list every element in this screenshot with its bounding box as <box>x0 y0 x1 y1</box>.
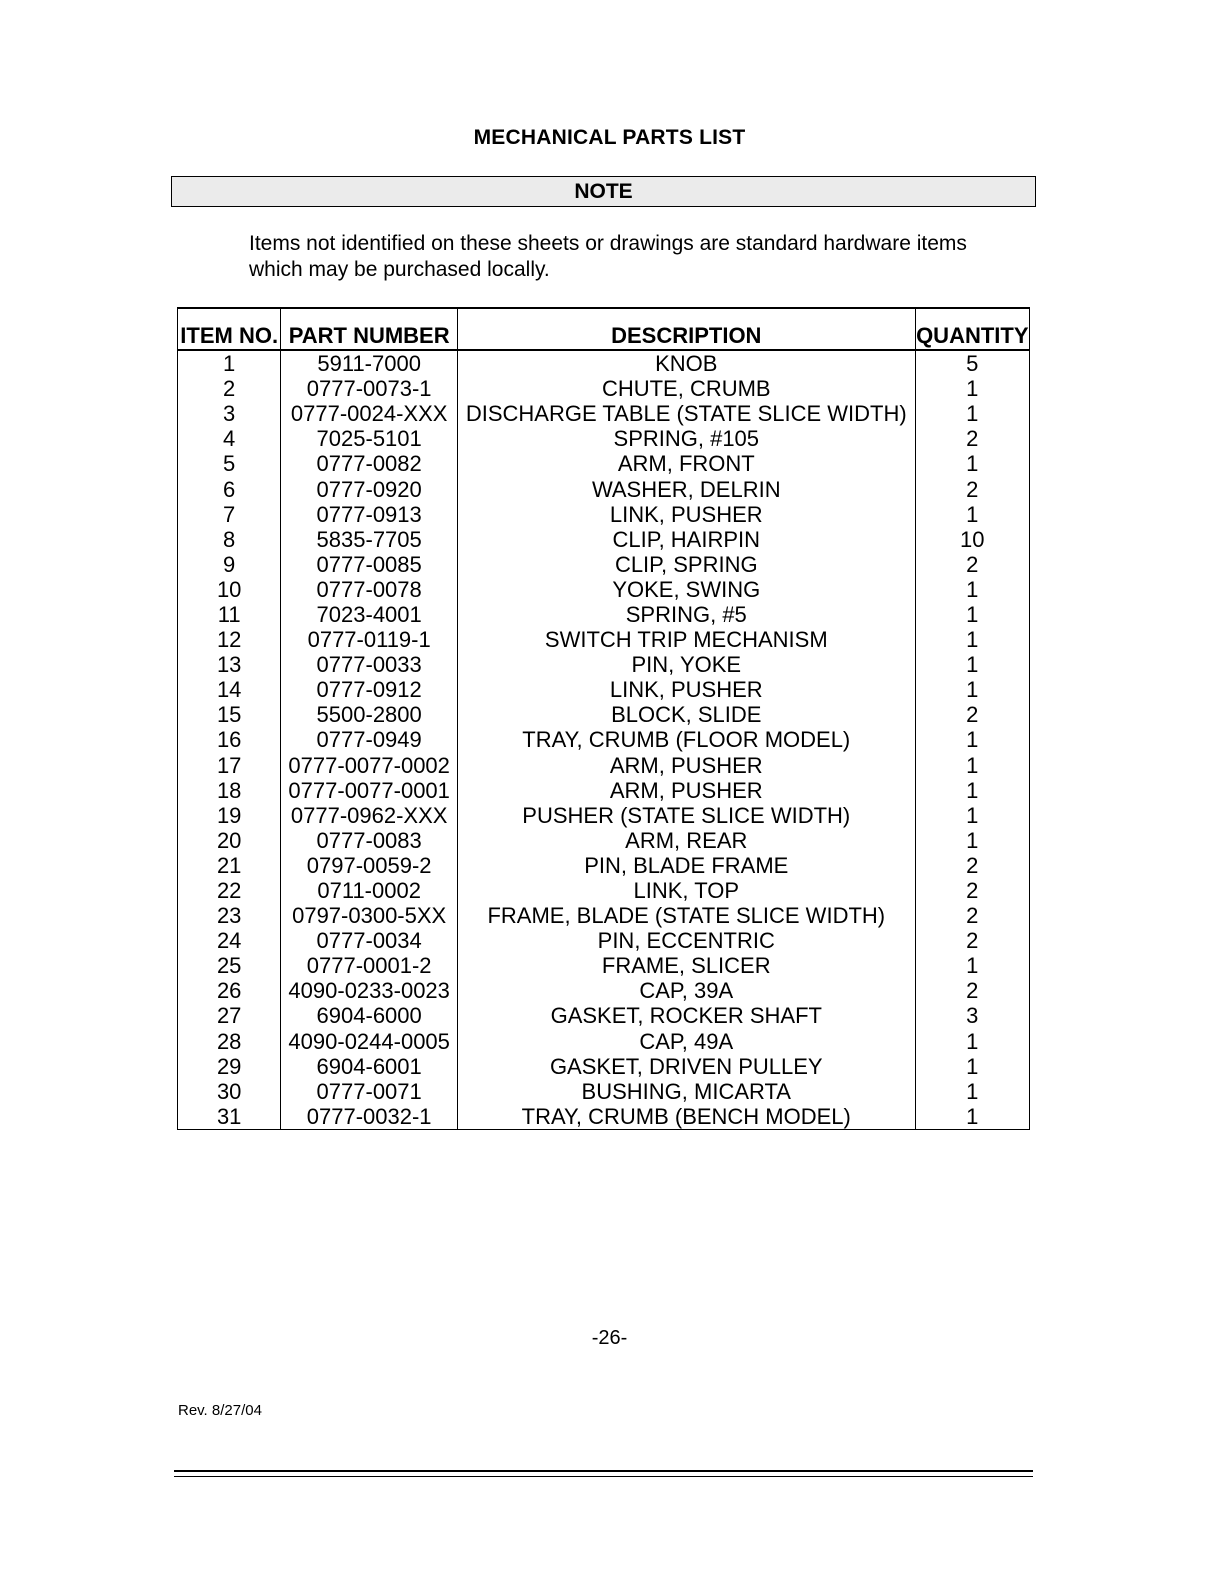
item-no-cell: 17 <box>178 753 281 778</box>
item-no-cell: 25 <box>178 953 281 978</box>
item-no-cell: 12 <box>178 627 281 652</box>
description-cell: PIN, ECCENTRIC <box>457 928 915 953</box>
quantity-cell: 1 <box>915 803 1029 828</box>
item-no-cell: 26 <box>178 978 281 1003</box>
table-row <box>178 426 1030 451</box>
item-no-cell: 29 <box>178 1054 281 1079</box>
header-part-number: PART NUMBER <box>281 308 458 350</box>
quantity-cell: 2 <box>915 702 1029 727</box>
header-item-no: ITEM NO. <box>178 308 281 350</box>
description-cell: KNOB <box>457 350 915 376</box>
table-row <box>178 1003 1030 1028</box>
item-no-cell: 19 <box>178 803 281 828</box>
description-cell: BLOCK, SLIDE <box>457 702 915 727</box>
item-no-cell: 28 <box>178 1029 281 1054</box>
quantity-cell: 1 <box>915 953 1029 978</box>
table-row <box>178 778 1030 803</box>
part-number-cell: 0777-0913 <box>281 502 458 527</box>
part-number-cell: 0777-0034 <box>281 928 458 953</box>
quantity-cell: 2 <box>915 426 1029 451</box>
description-cell: SWITCH TRIP MECHANISM <box>457 627 915 652</box>
part-number-cell: 0777-0033 <box>281 652 458 677</box>
part-number-cell: 0711-0002 <box>281 878 458 903</box>
table-row <box>178 652 1030 677</box>
part-number-cell: 0777-0119-1 <box>281 627 458 652</box>
table-row <box>178 451 1030 476</box>
table-row <box>178 677 1030 702</box>
item-no-cell: 3 <box>178 401 281 426</box>
quantity-cell: 1 <box>915 727 1029 752</box>
table-row <box>178 401 1030 426</box>
item-no-cell: 9 <box>178 552 281 577</box>
item-no-cell: 31 <box>178 1104 281 1130</box>
item-no-cell: 15 <box>178 702 281 727</box>
table-row <box>178 803 1030 828</box>
description-cell: ARM, PUSHER <box>457 753 915 778</box>
description-cell: FRAME, SLICER <box>457 953 915 978</box>
table-row <box>178 602 1030 627</box>
table-row <box>178 928 1030 953</box>
part-number-cell: 7023-4001 <box>281 602 458 627</box>
part-number-cell: 0777-0082 <box>281 451 458 476</box>
description-cell: LINK, PUSHER <box>457 502 915 527</box>
part-number-cell: 6904-6001 <box>281 1054 458 1079</box>
part-number-cell: 0777-0085 <box>281 552 458 577</box>
parts-table <box>177 307 1030 1130</box>
description-cell: ARM, PUSHER <box>457 778 915 803</box>
description-cell: LINK, PUSHER <box>457 677 915 702</box>
item-no-cell: 14 <box>178 677 281 702</box>
item-no-cell: 20 <box>178 828 281 853</box>
description-cell: GASKET, ROCKER SHAFT <box>457 1003 915 1028</box>
part-number-cell: 0777-0001-2 <box>281 953 458 978</box>
table-row <box>178 953 1030 978</box>
part-number-cell: 4090-0244-0005 <box>281 1029 458 1054</box>
table-row <box>178 577 1030 602</box>
table-row <box>178 878 1030 903</box>
description-cell: WASHER, DELRIN <box>457 476 915 501</box>
quantity-cell: 1 <box>915 652 1029 677</box>
table-row <box>178 753 1030 778</box>
description-cell: CLIP, SPRING <box>457 552 915 577</box>
description-cell: CLIP, HAIRPIN <box>457 527 915 552</box>
part-number-cell: 5911-7000 <box>281 350 458 376</box>
part-number-cell: 0777-0083 <box>281 828 458 853</box>
footer-rule-thin <box>174 1476 1033 1477</box>
header-description: DESCRIPTION <box>457 308 915 350</box>
quantity-cell: 1 <box>915 1104 1029 1130</box>
item-no-cell: 5 <box>178 451 281 476</box>
quantity-cell: 1 <box>915 502 1029 527</box>
quantity-cell: 2 <box>915 878 1029 903</box>
revision-date: Rev. 8/27/04 <box>178 1402 262 1419</box>
part-number-cell: 0797-0300-5XX <box>281 903 458 928</box>
table-row <box>178 1104 1030 1130</box>
part-number-cell: 0777-0078 <box>281 577 458 602</box>
item-no-cell: 1 <box>178 350 281 376</box>
part-number-cell: 0777-0071 <box>281 1079 458 1104</box>
quantity-cell: 1 <box>915 401 1029 426</box>
note-text <box>249 231 1029 283</box>
item-no-cell: 6 <box>178 476 281 501</box>
item-no-cell: 23 <box>178 903 281 928</box>
quantity-cell: 1 <box>915 376 1029 401</box>
part-number-cell: 0777-0962-XXX <box>281 803 458 828</box>
table-row <box>178 978 1030 1003</box>
table-row <box>178 702 1030 727</box>
table-row <box>178 350 1030 376</box>
description-cell: BUSHING, MICARTA <box>457 1079 915 1104</box>
description-cell: ARM, REAR <box>457 828 915 853</box>
description-cell: DISCHARGE TABLE (STATE SLICE WIDTH) <box>457 401 915 426</box>
quantity-cell: 1 <box>915 451 1029 476</box>
part-number-cell: 0777-0077-0002 <box>281 753 458 778</box>
header-quantity: QUANTITY <box>915 308 1029 350</box>
note-text-line: which may be purchased locally. <box>249 258 550 281</box>
description-cell: TRAY, CRUMB (FLOOR MODEL) <box>457 727 915 752</box>
table-row <box>178 376 1030 401</box>
quantity-cell: 1 <box>915 577 1029 602</box>
part-number-cell: 5835-7705 <box>281 527 458 552</box>
item-no-cell: 7 <box>178 502 281 527</box>
description-cell: PIN, YOKE <box>457 652 915 677</box>
note-heading-box <box>171 176 1036 207</box>
quantity-cell: 1 <box>915 778 1029 803</box>
quantity-cell: 1 <box>915 753 1029 778</box>
description-cell: PIN, BLADE FRAME <box>457 853 915 878</box>
description-cell: PUSHER (STATE SLICE WIDTH) <box>457 803 915 828</box>
table-row <box>178 903 1030 928</box>
description-cell: SPRING, #5 <box>457 602 915 627</box>
part-number-cell: 0777-0920 <box>281 476 458 501</box>
quantity-cell: 1 <box>915 1029 1029 1054</box>
page-number: -26- <box>591 1327 628 1349</box>
item-no-cell: 13 <box>178 652 281 677</box>
part-number-cell: 0777-0024-XXX <box>281 401 458 426</box>
quantity-cell: 1 <box>915 828 1029 853</box>
part-number-cell: 0777-0077-0001 <box>281 778 458 803</box>
description-cell: YOKE, SWING <box>457 577 915 602</box>
quantity-cell: 10 <box>915 527 1029 552</box>
note-text-line: Items not identified on these sheets or drawings are standard hardware items <box>249 232 967 255</box>
item-no-cell: 10 <box>178 577 281 602</box>
quantity-cell: 2 <box>915 476 1029 501</box>
item-no-cell: 21 <box>178 853 281 878</box>
table-row <box>178 502 1030 527</box>
description-cell: CHUTE, CRUMB <box>457 376 915 401</box>
item-no-cell: 24 <box>178 928 281 953</box>
table-row <box>178 1079 1030 1104</box>
footer-rule <box>174 1470 1033 1472</box>
quantity-cell: 1 <box>915 677 1029 702</box>
item-no-cell: 2 <box>178 376 281 401</box>
quantity-cell: 2 <box>915 928 1029 953</box>
part-number-cell: 0777-0073-1 <box>281 376 458 401</box>
parts-table-body <box>178 350 1030 1129</box>
table-row <box>178 552 1030 577</box>
part-number-cell: 4090-0233-0023 <box>281 978 458 1003</box>
table-header-row <box>178 308 1030 350</box>
table-row <box>178 1029 1030 1054</box>
note-heading: NOTE <box>574 180 633 203</box>
quantity-cell: 1 <box>915 602 1029 627</box>
quantity-cell: 1 <box>915 1079 1029 1104</box>
item-no-cell: 22 <box>178 878 281 903</box>
description-cell: SPRING, #105 <box>457 426 915 451</box>
description-cell: LINK, TOP <box>457 878 915 903</box>
item-no-cell: 30 <box>178 1079 281 1104</box>
part-number-cell: 5500-2800 <box>281 702 458 727</box>
item-no-cell: 18 <box>178 778 281 803</box>
table-row <box>178 853 1030 878</box>
description-cell: ARM, FRONT <box>457 451 915 476</box>
quantity-cell: 1 <box>915 627 1029 652</box>
item-no-cell: 4 <box>178 426 281 451</box>
page-title: MECHANICAL PARTS LIST <box>473 126 746 149</box>
item-no-cell: 27 <box>178 1003 281 1028</box>
quantity-cell: 2 <box>915 978 1029 1003</box>
table-row <box>178 476 1030 501</box>
part-number-cell: 0777-0949 <box>281 727 458 752</box>
description-cell: CAP, 39A <box>457 978 915 1003</box>
quantity-cell: 3 <box>915 1003 1029 1028</box>
quantity-cell: 5 <box>915 350 1029 376</box>
part-number-cell: 0777-0032-1 <box>281 1104 458 1130</box>
item-no-cell: 11 <box>178 602 281 627</box>
table-row <box>178 527 1030 552</box>
part-number-cell: 6904-6000 <box>281 1003 458 1028</box>
description-cell: TRAY, CRUMB (BENCH MODEL) <box>457 1104 915 1130</box>
quantity-cell: 2 <box>915 552 1029 577</box>
description-cell: GASKET, DRIVEN PULLEY <box>457 1054 915 1079</box>
quantity-cell: 1 <box>915 1054 1029 1079</box>
table-row <box>178 828 1030 853</box>
quantity-cell: 2 <box>915 853 1029 878</box>
description-cell: FRAME, BLADE (STATE SLICE WIDTH) <box>457 903 915 928</box>
part-number-cell: 7025-5101 <box>281 426 458 451</box>
item-no-cell: 8 <box>178 527 281 552</box>
quantity-cell: 2 <box>915 903 1029 928</box>
item-no-cell: 16 <box>178 727 281 752</box>
part-number-cell: 0797-0059-2 <box>281 853 458 878</box>
part-number-cell: 0777-0912 <box>281 677 458 702</box>
table-row <box>178 727 1030 752</box>
table-row <box>178 627 1030 652</box>
table-row <box>178 1054 1030 1079</box>
description-cell: CAP, 49A <box>457 1029 915 1054</box>
